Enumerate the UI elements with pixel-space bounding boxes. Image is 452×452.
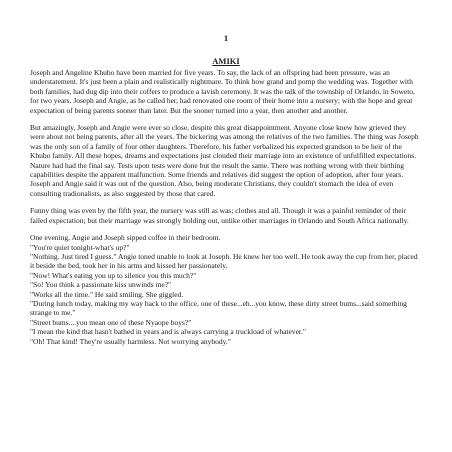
dialogue-line: One evening, Angie and Joseph sipped coffee in their bedroom.: [30, 233, 221, 243]
dialogue-line: "Oh! That kind! They're usually harmless. Not worrying anybody.": [30, 336, 231, 346]
paragraph: Funny thing was even by the fifth year, the nursery was still as was; clothes and all. Though it was a painful reminder of their failed expectation; but their marriage was strongly holding out, unlike other marriages in Orlando and South Africa nationally.: [30, 206, 409, 225]
dialogue-line: "Nothing. Just tired I guess." Angie toned unable to look at Joseph. He knew her too well. He took away the cup from her, placed it beside the bed, took her in his arms and kissed her passionately.: [30, 251, 418, 271]
dialogue-line: "Now! What's eating you up to silence you this much?": [30, 270, 197, 280]
chapter-title: AMIKI: [212, 56, 240, 66]
paragraph: But amazingly, Joseph and Angie were ever so close, despite this great disappointment. Anyone close knew how grieved they were about not being parents, after all the years. The bickering was among the relatives of the two families. The thing was Joseph was the only son of a family of four other daughters. Therefore, his father verbalized his expected grandson to be heir of the Khubo family. All these hopes, dreams and expectations just clouded their marriage into an existence of unfulfilled expectations. Nature had had the final say. Tests upon tests were done but the result the same. There was nothing wrong with their birthing capabilities despite the apparent malfunction. Some friends and relatives did suggest the option of adoption, after four years. Joseph and Angie said it was out of the question. Also, being moderate Christians, they couldn't stomach the idea of even consulting tradionalists, as also suggested by those that cared.: [30, 123, 419, 198]
dialogue-line: "During lunch today, making my way back to the office, one of these...eh...you know, these dirty street bums...said something strange to me.": [30, 298, 407, 318]
dialogue-line: "Works all the time." He said smiling. She giggled.: [30, 289, 184, 299]
dialogue-line: "So! You think a passionate kiss unwinds me?": [30, 280, 172, 290]
paragraph: Joseph and Angeline Khubo have been married for five years. To say, the lack of an offspring had been pressure, was an understatement. It's just been a plain and realistically nightmare. To think how grand and pomp the wedding was. Together with both families, had dug dip into their coffers to produce a lavish ceremony. It was the talk of the township of Orlando, in Soweto, for two years. Joseph and Angie, as he called her, had renovated one room of their home into a nursery; with the hope and great expectation of being parents sooner than later. But the sooner turned into a year, then another and another.: [30, 68, 415, 115]
dialogue-block: [30, 233, 422, 346]
dialogue-line: "Street bums....you mean one of these Nyaope boys?": [30, 317, 192, 327]
dialogue-line: "I mean the kind that hasn't bathed in years and is always carrying a truckload of whatever.": [30, 327, 306, 337]
chapter-number: 1: [223, 33, 229, 43]
chapter-body: [30, 68, 422, 346]
dialogue-line: "You're quiet tonight-what's up?": [30, 242, 130, 252]
